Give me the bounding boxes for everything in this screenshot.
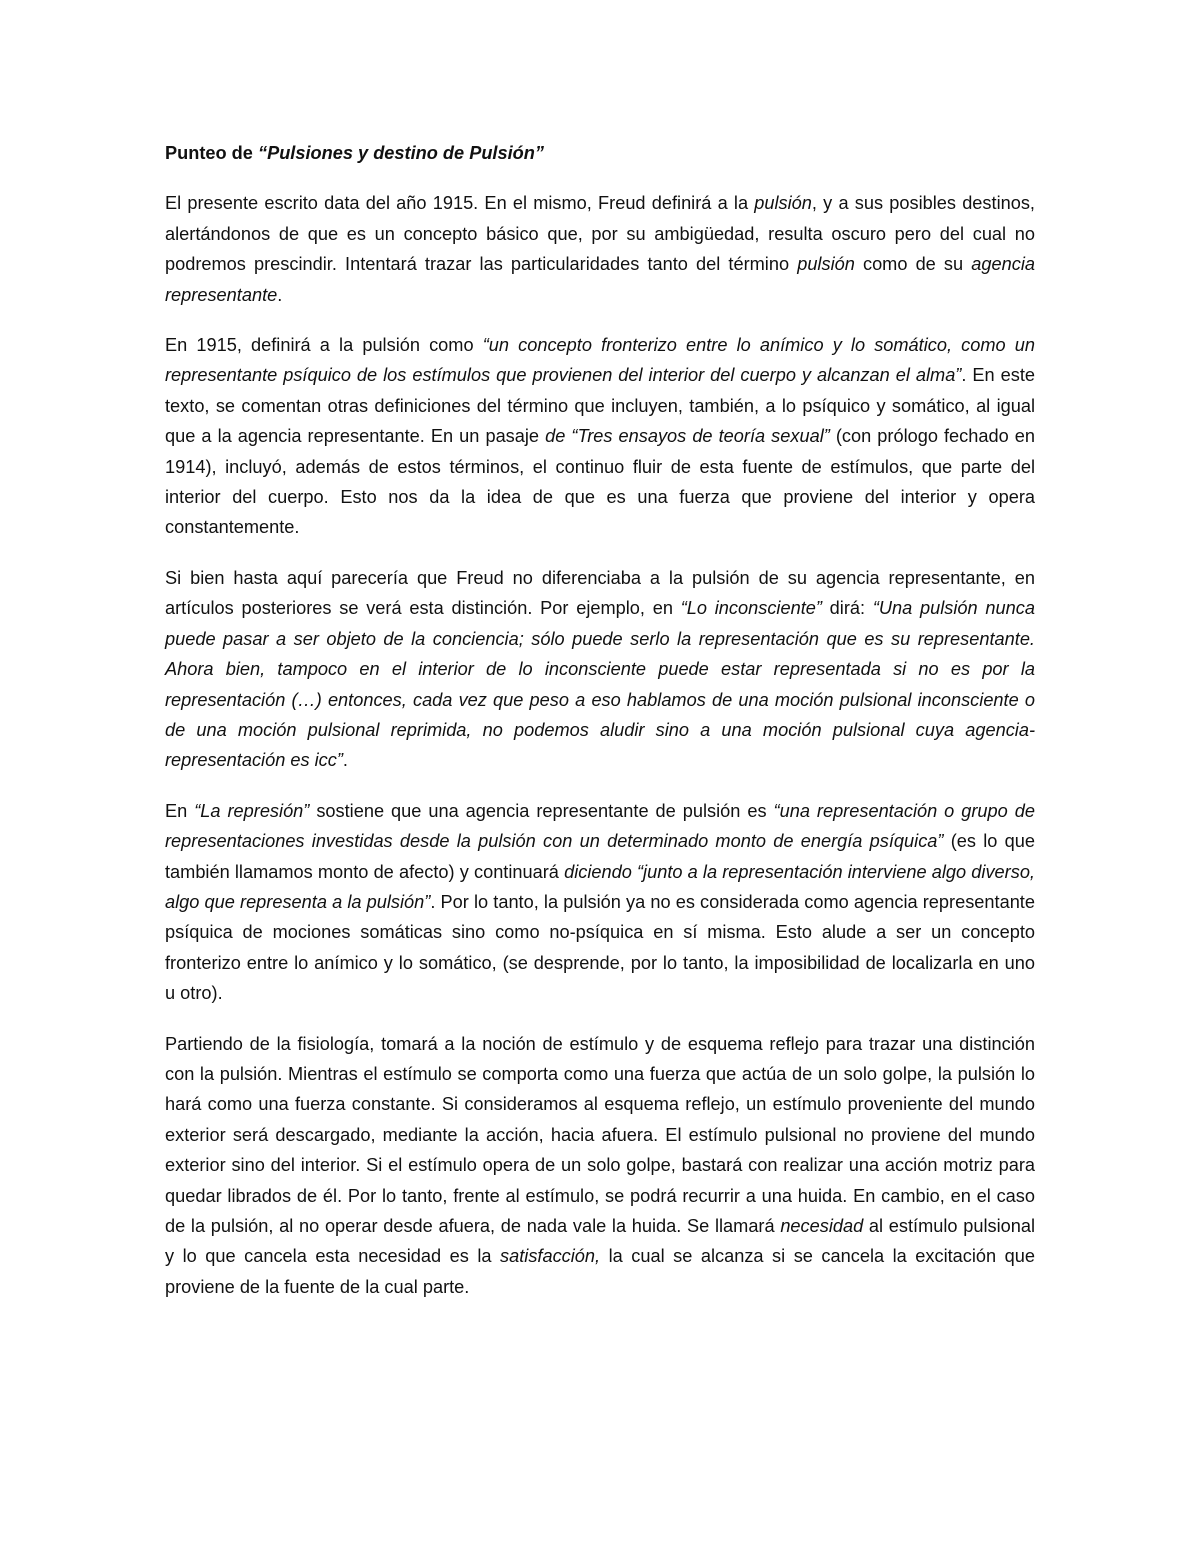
document-page — [165, 138, 1035, 1322]
text-run: . Por lo tanto, la pulsión ya no es considerada como agencia representante psíquica de mociones somáticas sino como no-psíquica en sí misma. Esto alude a ser un concepto fronterizo entre lo anímico y lo somático, (se desprende, por lo tanto, la imposibilidad de localizarla en uno u otro). — [165, 891, 1035, 1004]
text-run: dirá: — [821, 598, 873, 619]
italic-text: necesidad — [780, 1216, 864, 1236]
text-run: al estímulo pulsional y lo que cancela esta necesidad es la — [165, 1216, 1036, 1267]
text-run: El presente escrito data del año 1915. En el mismo, Freud definirá a la — [165, 193, 755, 214]
italic-text: “Una pulsión nunca puede pasar a ser objeto de la conciencia; sólo puede serlo la representación que es su representante. Ahora bien, tampoco en el interior de lo inconsciente puede estar representada si no es por la representación (…) entonces, cada vez que peso a eso hablamos de una moción pulsional inconsciente o de una moción pulsional reprimida, no podemos aludir sino a una moción pulsional cuya agencia-representación es icc” — [165, 598, 1035, 771]
paragraph-4 — [165, 796, 1035, 1009]
document-title — [165, 138, 1035, 168]
italic-text: pulsión — [754, 193, 812, 214]
text-run: En 1915, definirá a la pulsión como — [165, 335, 483, 356]
paragraph-5 — [165, 1029, 1035, 1303]
italic-text: “Lo inconsciente” — [680, 598, 822, 619]
italic-text: pulsión — [797, 254, 855, 275]
text-run: (es lo que también llamamos monto de afecto) y continuará — [165, 831, 1035, 882]
italic-text: satisfacción, — [500, 1246, 601, 1267]
text-run: Si bien hasta aquí parecería que Freud no diferenciaba a la pulsión de su agencia representante, en artículos posteriores se verá esta distinción. Por ejemplo, en — [165, 567, 1035, 619]
italic-text: “La represión” — [194, 800, 310, 821]
paragraph-3 — [165, 563, 1035, 776]
title-italic: “Pulsiones y destino de Pulsión” — [257, 143, 544, 163]
text-run: . En este texto, se comentan otras definiciones del término que incluyen, también, a lo psíquico y somático, al igual que a la agencia representante. En un pasaje — [165, 365, 1035, 447]
paragraph-1 — [165, 188, 1035, 310]
italic-text: “una representación o grupo de representaciones investidas desde la pulsión con un determinado monto de energía psíquica” — [165, 800, 1035, 852]
text-run: sostiene que una agencia representante de pulsión es — [309, 800, 774, 821]
paragraph-2 — [165, 330, 1035, 543]
text-run: la cual se alcanza si se cancela la excitación que proviene de la fuente de la cual parte. — [165, 1246, 1035, 1297]
text-run: , y a sus posibles destinos, alertándonos de que es un concepto básico que, por su ambigüedad, resulta oscuro pero del cual no podremos prescindir. Intentará trazar las particularidades tanto del término — [165, 193, 1035, 275]
text-run: como de su — [854, 254, 972, 275]
text-run: (con prólogo fechado en 1914), incluyó, además de estos términos, el continuo fluir de esta fuente de estímulos, que parte del interior del cuerpo. Esto nos da la idea de que es una fuerza que proviene del interior y opera constantemente. — [165, 426, 1036, 538]
italic-text: “un concepto fronterizo entre lo anímico y lo somático, como un representante psíquico de los estímulos que provienen del interior del cuerpo y alcanzan el alma” — [165, 335, 1035, 386]
text-run: Partiendo de la fisiología, tomará a la noción de estímulo y de esquema reflejo para trazar una distinción con la pulsión. Mientras el estímulo se comporta como una fuerza que actúa de un solo golpe, la pulsión lo hará como una fuerza constante. Si consideramos al esquema reflejo, un estímulo proveniente del mundo exterior será descargado, mediante la acción, hacia afuera. El estímulo pulsional no proviene del mundo exterior sino del interior. Si el estímulo opera de un solo golpe, bastará con realizar una acción motriz para quedar librados de él. Por lo tanto, frente al estímulo, se podrá recurrir a una huida. En cambio, en el caso de la pulsión, al no operar desde afuera, de nada vale la huida. Se llamará — [165, 1033, 1035, 1236]
title-prefix: Punteo de — [165, 143, 258, 163]
text-run: En — [165, 800, 195, 821]
italic-text: diciendo “junto a la representación interviene algo diverso, algo que representa a la pulsión” — [165, 861, 1035, 912]
text-run: . — [277, 284, 283, 305]
italic-text: de “Tres ensayos de teoría sexual” — [545, 426, 830, 447]
italic-text: agencia representante — [165, 254, 1035, 305]
text-run: . — [342, 750, 348, 771]
document-body — [165, 188, 1035, 1302]
